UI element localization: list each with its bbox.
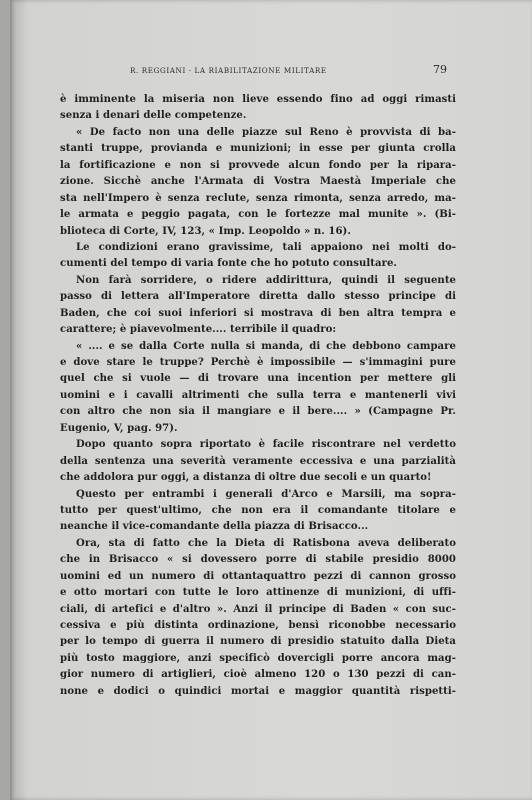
text-line: con altro che non sia il mangiare e il bere.... » (Campagne Pr. xyxy=(60,406,456,418)
body-text xyxy=(60,92,456,700)
page-number: 79 xyxy=(433,63,447,76)
text-line: cumenti del tempo di varia fonte che ho potuto consultare. xyxy=(60,258,397,270)
text-line: « De facto non una delle piazze sul Reno è provvista di ba- xyxy=(76,126,456,138)
text-line: Ora, sta di fatto che la Dieta di Ratisbona aveva deliberato xyxy=(76,537,456,549)
running-title: R. REGGIANI · LA RIABILITAZIONE MILITARE xyxy=(130,66,327,75)
text-line: della sentenza una severità veramente eccessiva e una parzialità xyxy=(60,455,456,467)
text-line: le armata e peggio pagata, con le fortezze mal munite ». (Bi- xyxy=(60,209,456,221)
text-line: Questo per entrambi i generali d'Arco e Marsili, ma sopra- xyxy=(76,488,456,500)
text-line: carattere; è piavevolmente.... terribile il quadro: xyxy=(60,324,337,336)
text-line: gior numero di artiglieri, cioè almeno 120 o 130 pezzi di can- xyxy=(60,669,456,681)
text-line: e otto mortari con tutte le loro attinenze di munizioni, di uffi- xyxy=(60,587,456,599)
text-line: ciali, di artefici e d'altro ». Anzi il principe di Baden « con suc- xyxy=(60,603,456,615)
text-line: senza i denari delle competenze. xyxy=(60,110,247,122)
text-line: Non farà sorridere, o ridere addirittura, quindi il seguente xyxy=(76,274,456,286)
text-line: uomini e i cavalli altrimenti che sulla terra e mantenerli vivi xyxy=(60,389,456,401)
text-line: Le condizioni erano gravissime, tali appaiono nei molti do- xyxy=(76,241,456,253)
text-line: Dopo quanto sopra riportato è facile riscontrare nel verdetto xyxy=(76,439,456,451)
text-line: blioteca di Corte, IV, 123, « Imp. Leopoldo » n. 16). xyxy=(60,225,351,237)
text-line: cessiva e più distinta ordinazione, bensì riconobbe necessario xyxy=(60,620,456,631)
text-line: e dove stare le truppe? Perchè è impossibile — s'immagini pure xyxy=(60,357,456,368)
text-line: zione. Sicchè anche l'Armata di Vostra Maestà Imperiale che xyxy=(60,176,456,188)
text-line: per lo tempo di guerra il numero di presidio statuito dalla Dieta xyxy=(60,636,456,648)
text-line: la fortificazione e non si provvede alcun fondo per la ripara- xyxy=(60,159,456,171)
text-line: Baden, che coi suoi inferiori si mostrava di ben altra tempra e xyxy=(60,307,456,319)
book-page xyxy=(10,0,532,800)
text-line: che in Brisacco « si dovessero porre di stabile presidio 8000 xyxy=(60,554,456,566)
text-line: è imminente la miseria non lieve essendo fino ad oggi rimasti xyxy=(60,94,456,105)
text-line: tutto per quest'ultimo, che non era il comandante titolare e xyxy=(60,504,456,516)
text-line: quel che si vuole — di trovare una incention per mettere gli xyxy=(60,373,456,385)
text-line: « .... e se dalla Corte nulla si manda, di che debbono campare xyxy=(76,340,456,352)
text-line: sta nell'Impero è senza reclute, senza rimonta, senza arredo, ma- xyxy=(60,192,456,204)
text-line: stanti truppe, provianda e munizioni; in esse per giunta crolla xyxy=(60,143,456,155)
text-line: none e dodici o quindici mortai e maggior quantità rispetti- xyxy=(60,685,456,697)
text-line: Eugenio, V, pag. 97). xyxy=(60,422,178,434)
text-line: neanche il vice-comandante della piazza di Brisacco... xyxy=(60,521,369,533)
text-line: più tosto maggiore, anzi specificò dovercigli porre ancora mag- xyxy=(60,652,456,664)
text-line: passo di lettera all'Imperatore diretta dallo stesso principe di xyxy=(60,291,456,303)
text-line: che addolora pur oggi, a distanza di oltre due secoli e un quarto! xyxy=(60,472,432,484)
text-line: uomini ed un numero di ottantaquattro pezzi di cannon grosso xyxy=(60,570,456,582)
